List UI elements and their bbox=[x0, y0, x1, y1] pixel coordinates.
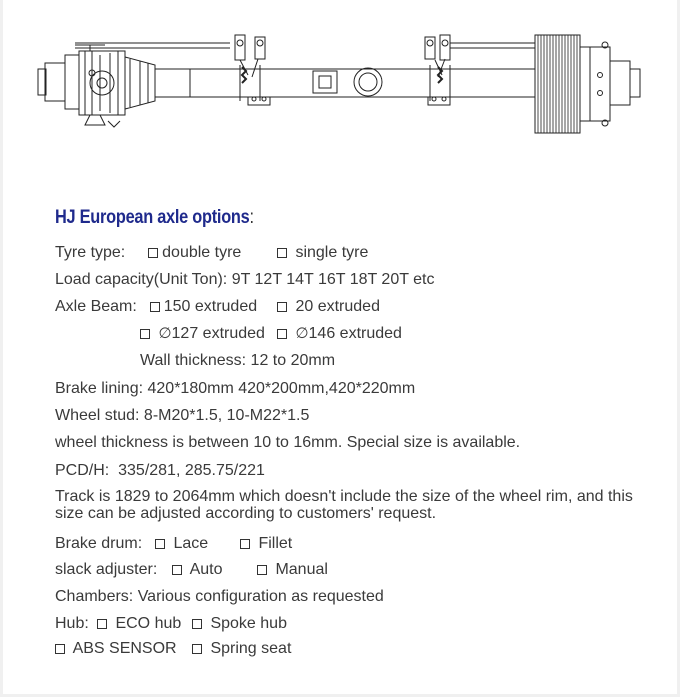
checkbox-spring-seat[interactable] bbox=[192, 644, 202, 654]
axle-drawing bbox=[30, 25, 660, 150]
option-20-row bbox=[277, 297, 380, 316]
diameter-icon: ∅ bbox=[158, 324, 172, 342]
option-lace: Lace bbox=[173, 535, 209, 552]
option-20-extruded: 20 extruded bbox=[295, 298, 380, 315]
checkbox-auto[interactable] bbox=[172, 565, 182, 575]
checkbox-127-extruded[interactable] bbox=[140, 329, 150, 339]
single-tyre-option bbox=[277, 243, 368, 262]
option-double-tyre: double tyre bbox=[162, 244, 242, 261]
brake-drum-row bbox=[55, 534, 142, 553]
spring-seat-option-row bbox=[192, 639, 291, 658]
option-127-extruded: 127 extruded bbox=[171, 325, 265, 342]
chambers: Chambers: Various configuration as requested bbox=[55, 588, 384, 605]
axle-beam-row bbox=[55, 297, 257, 316]
option-abs-sensor: ABS SENSOR bbox=[72, 640, 177, 657]
right-drum-drawing bbox=[535, 35, 640, 133]
checkbox-20-extruded[interactable] bbox=[277, 302, 287, 312]
wheel-stud: Wheel stud: 8-M20*1.5, 10-M22*1.5 bbox=[55, 407, 310, 424]
hub-label: Hub: bbox=[55, 615, 89, 632]
checkbox-manual[interactable] bbox=[257, 565, 267, 575]
option-fillet: Fillet bbox=[258, 535, 293, 552]
checkbox-abs-sensor[interactable] bbox=[55, 644, 65, 654]
wall-thickness: Wall thickness: 12 to 20mm bbox=[140, 352, 336, 369]
slack-adjuster-label: slack adjuster: bbox=[55, 561, 158, 578]
fillet-option-row bbox=[240, 534, 292, 553]
option-146-extruded: 146 extruded bbox=[308, 325, 402, 342]
checkbox-double-tyre[interactable] bbox=[148, 248, 158, 258]
axle-beam-label: Axle Beam: bbox=[55, 298, 137, 315]
option-eco-hub: ECO hub bbox=[115, 615, 182, 632]
pcd-h: PCD/H: 335/281, 285.75/221 bbox=[55, 462, 265, 479]
checkbox-eco-hub[interactable] bbox=[97, 619, 107, 629]
option-146-row bbox=[277, 324, 402, 343]
option-spoke-hub: Spoke hub bbox=[210, 615, 287, 632]
spoke-hub-option-row bbox=[192, 614, 287, 633]
brake-lining: Brake lining: 420*180mm 420*200mm,420*220mm bbox=[55, 380, 416, 397]
manual-option-row bbox=[257, 560, 328, 579]
option-auto: Auto bbox=[189, 561, 223, 578]
checkbox-150-extruded[interactable] bbox=[150, 302, 160, 312]
wheel-thickness: wheel thickness is between 10 to 16mm. Special size is available. bbox=[55, 434, 521, 451]
checkbox-lace[interactable] bbox=[155, 539, 165, 549]
brake-drum-label: Brake drum: bbox=[55, 535, 143, 552]
checkbox-fillet[interactable] bbox=[240, 539, 250, 549]
track-line-1: Track is 1829 to 2064mm which doesn't include the size of the wheel rim, and this bbox=[55, 488, 633, 505]
track-line-2: size can be adjusted according to customers' request. bbox=[55, 505, 437, 522]
diameter-icon: ∅ bbox=[295, 324, 309, 342]
checkbox-single-tyre[interactable] bbox=[277, 248, 287, 258]
tyre-type-row bbox=[55, 243, 241, 262]
slack-adjuster-row bbox=[55, 560, 157, 579]
load-capacity: Load capacity(Unit Ton): 9T 12T 14T 16T 18T 20T etc bbox=[55, 271, 435, 288]
axle-beam-drawing bbox=[75, 35, 535, 105]
checkbox-spoke-hub[interactable] bbox=[192, 619, 202, 629]
option-manual: Manual bbox=[275, 561, 328, 578]
auto-option-row bbox=[172, 560, 222, 579]
option-127-row bbox=[140, 324, 265, 343]
abs-sensor-option-row bbox=[55, 639, 177, 658]
tyre-type-label: Tyre type: bbox=[55, 244, 126, 261]
option-150-extruded: 150 extruded bbox=[163, 298, 258, 315]
hub-row bbox=[55, 614, 89, 633]
left-hub-drawing bbox=[38, 45, 155, 127]
option-single-tyre: single tyre bbox=[295, 244, 369, 261]
checkbox-146-extruded[interactable] bbox=[277, 329, 287, 339]
lace-option-row bbox=[155, 534, 208, 553]
eco-hub-option-row bbox=[97, 614, 181, 633]
section-title: HJ European axle options: bbox=[55, 207, 254, 228]
option-spring-seat: Spring seat bbox=[210, 640, 292, 657]
